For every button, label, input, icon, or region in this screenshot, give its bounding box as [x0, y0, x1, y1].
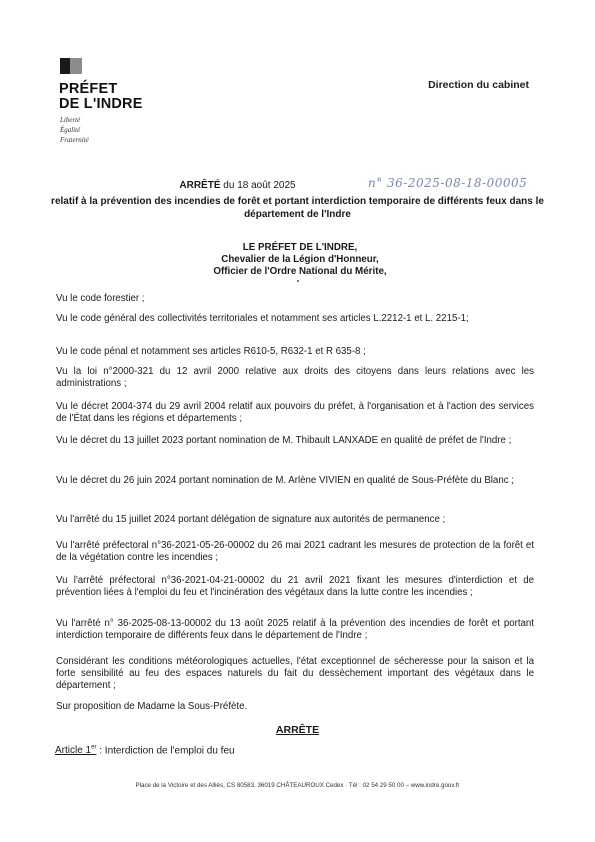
article-1 — [55, 745, 235, 756]
arrete-label: ARRÊTÉ — [179, 180, 221, 191]
vu-loi-2000-321: Vu la loi n°2000-321 du 12 avril 2000 relative aux droits des citoyens dans leurs relations avec les administrations ; — [56, 366, 534, 389]
authority-block — [0, 242, 595, 278]
direction-label: Direction du cabinet — [428, 79, 529, 91]
article-1-label: Article 1er — [55, 745, 97, 757]
vu-arrete-2021-05: Vu l'arrêté préfectoral n°36-2021-05-26-00002 du 26 mai 2021 cadrant les mesures de protection de la forêt et de la végétation contre les incendies ; — [56, 540, 534, 563]
authority-line-3: Officier de l'Ordre National du Mérite, — [213, 266, 387, 277]
authority-line-2: Chevalier de la Légion d'Honneur, — [221, 254, 379, 265]
article-1-title: : Interdiction de l'emploi du feu — [96, 745, 235, 757]
motto-fraternite: Fraternité — [60, 136, 89, 144]
considerant-secheresse: Considérant les conditions météorologiques actuelles, l'état exceptionnel de sécheresse pour la saison et la forte sensibilité au feu des espaces naturels du fait du dessèchement important des végétaux dans le département ; — [56, 656, 534, 691]
marianne-logo-icon — [60, 58, 82, 74]
arrete-heading: ARRÊTE — [275, 724, 320, 736]
vu-arrete-2021-04: Vu l'arrêté préfectoral n°36-2021-04-21-00002 du 21 avril 2021 fixant les mesures d'interdiction et de prévention liées à l'emploi du feu et l'incinération des végétaux dans la lutte contre les incendies ; — [56, 575, 534, 598]
prefecture-name-line2: DE L'INDRE — [59, 96, 143, 112]
vu-arrete-2025: Vu l'arrêté n° 36-2025-08-13-00002 du 13 août 2025 relatif à la prévention des incendies de forêt et portant interdiction temporaire de différents feux dans le département de l'Indre ; — [56, 618, 534, 641]
separator-dot — [297, 280, 299, 282]
vu-decret-2004-374: Vu le décret 2004-374 du 29 avril 2004 relatif aux pouvoirs du préfet, à l'organisation et à l'action des services de l'État dans les régions et départements ; — [56, 401, 534, 424]
vu-code-collectivites: Vu le code général des collectivités territoriales et notamment ses articles L.2212-1 et L. 2215-1; — [56, 313, 469, 324]
motto-liberte: Liberté — [60, 116, 81, 124]
handwritten-number: n° 36-2025-08-18-00005 — [368, 176, 528, 190]
vu-arrete-2024: Vu l'arrêté du 15 juillet 2024 portant délégation de signature aux autorités de permanence ; — [56, 514, 446, 525]
vu-code-forestier: Vu le code forestier ; — [56, 293, 145, 304]
vu-decret-2024: Vu le décret du 26 juin 2024 portant nomination de M. Arlène VIVIEN en qualité de Sous-Préfète du Blanc ; — [56, 475, 514, 486]
sur-proposition: Sur proposition de Madame la Sous-Préfète. — [56, 701, 248, 712]
prefecture-name-line1: PRÉFET — [59, 81, 118, 97]
motto-egalite: Égalité — [60, 126, 81, 134]
footer-address: Place de la Victoire et des Alliés, CS 80583, 36019 CHÂTEAUROUX Cedex · Tél : 02 54 29 50 00 – www.indre.gouv.fr — [135, 782, 460, 789]
arrete-date: du 18 août 2025 — [223, 180, 296, 191]
arrete-subject: relatif à la prévention des incendies de forêt et portant interdiction temporaire de différents feux dans le département de l'Indre — [51, 196, 544, 220]
vu-decret-2023: Vu le décret du 13 juillet 2023 portant nomination de M. Thibault LANXADE en qualité de préfet de l'Indre ; — [56, 435, 512, 446]
authority-line-1: LE PRÉFET DE L'INDRE, — [242, 242, 358, 253]
vu-code-penal: Vu le code pénal et notamment ses articles R610-5, R632-1 et R 635-8 ; — [56, 346, 366, 357]
